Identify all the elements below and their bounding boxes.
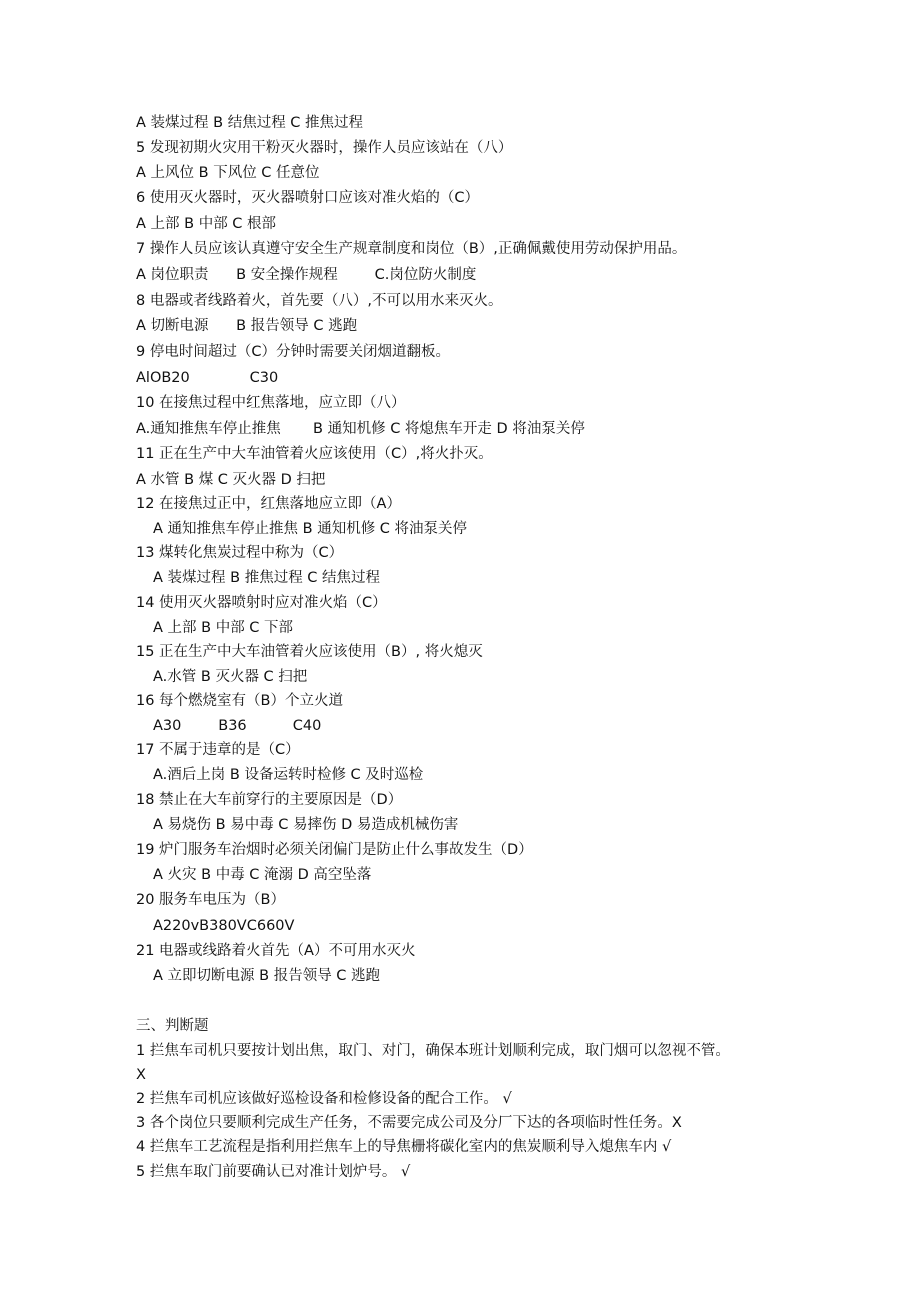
judgment-item: 2 拦焦车司机应该做好巡检设备和检修设备的配合工作。 √ xyxy=(136,1091,512,1107)
question-line: 13 煤转化焦炭过程中称为（C） xyxy=(136,545,344,561)
option-line: A.通知推焦车停止推焦 B 通知机修 C 将熄焦车开走 D 将油泵关停 xyxy=(136,421,585,437)
question-line: 17 不属于违章的是（C） xyxy=(136,742,300,758)
option-line: AlOB20 C30 xyxy=(136,370,279,386)
judgment-item: 3 各个岗位只要顺利完成生产任务，不需要完成公司及分厂下达的各项临时性任务。X xyxy=(136,1115,682,1131)
option-line: A220vB380VC660V xyxy=(153,918,295,934)
option-line: A 切断电源 B 报告领导 C 逃跑 xyxy=(136,318,358,334)
judgment-item: 1 拦焦车司机只要按计划出焦，取门、对门，确保本班计划顺利完成，取门烟可以忽视不管。 xyxy=(136,1043,730,1059)
section-heading: 三、判断题 xyxy=(136,1018,209,1034)
question-line: 6 使用灭火器时，灭火器喷射口应该对准火焰的（C） xyxy=(136,190,479,206)
option-line: A 上部 B 中部 C 根部 xyxy=(136,216,277,232)
question-line: 10 在接焦过程中红焦落地，应立即（八） xyxy=(136,395,406,411)
option-line: A 上风位 B 下风位 C 任意位 xyxy=(136,165,320,181)
question-line: 14 使用灭火器喷射时应对准火焰（C） xyxy=(136,595,387,611)
judgment-item: 4 拦焦车工艺流程是指利用拦焦车上的导焦栅将碳化室内的焦炭顺利导入熄焦车内 √ xyxy=(136,1139,672,1155)
question-line: 16 每个燃烧室有（B）个立火道 xyxy=(136,693,344,709)
question-line: 21 电器或线路着火首先（A）不可用水灭火 xyxy=(136,943,416,959)
option-line: A 火灾 B 中毒 C 淹溺 D 高空坠落 xyxy=(153,867,372,883)
judgment-item: 5 拦焦车取门前要确认已对准计划炉号。 √ xyxy=(136,1164,411,1180)
question-line: 9 停电时间超过（C）分钟时需要关闭烟道翻板。 xyxy=(136,344,450,360)
question-line: 8 电器或者线路着火，首先要（八）,不可以用水来灭火。 xyxy=(136,293,503,309)
option-line: A 岗位职责 B 安全操作规程 C.岗位防火制度 xyxy=(136,267,477,283)
option-line: A 通知推焦车停止推焦 B 通知机修 C 将油泵关停 xyxy=(153,521,468,537)
option-line: A 装煤过程 B 推焦过程 C 结焦过程 xyxy=(153,570,381,586)
option-line: A 立即切断电源 B 报告领导 C 逃跑 xyxy=(153,968,381,984)
question-line: 15 正在生产中大车油管着火应该使用（B）, 将火熄灭 xyxy=(136,644,483,660)
option-line: A 水管 B 煤 C 灭火器 D 扫把 xyxy=(136,472,326,488)
question-line: 12 在接焦过正中，红焦落地应立即（A） xyxy=(136,496,401,512)
question-line: 19 炉门服务车治烟时必须关闭偏门是防止什么事故发生（D） xyxy=(136,842,533,858)
question-line: 7 操作人员应该认真遵守安全生产规章制度和岗位（B）,正确佩戴使用劳动保护用品。 xyxy=(136,241,687,257)
option-line: A 装煤过程 B 结焦过程 C 推焦过程 xyxy=(136,115,364,131)
option-line: A30 B36 C40 xyxy=(153,718,322,734)
question-line: 11 正在生产中大车油管着火应该使用（C）,将火扑灭。 xyxy=(136,446,493,462)
judgment-answer: X xyxy=(136,1067,146,1083)
question-line: 18 禁止在大车前穿行的主要原因是（D） xyxy=(136,792,403,808)
option-line: A 易烧伤 B 易中毒 C 易摔伤 D 易造成机械伤害 xyxy=(153,817,459,833)
option-line: A.酒后上岗 B 设备运转时检修 C 及时巡检 xyxy=(153,767,424,783)
option-line: A 上部 B 中部 C 下部 xyxy=(153,620,294,636)
option-line: A.水管 B 灭火器 C 扫把 xyxy=(153,669,308,685)
question-line: 20 服务车电压为（B） xyxy=(136,892,286,908)
question-line: 5 发现初期火灾用干粉灭火器时，操作人员应该站在（八） xyxy=(136,140,513,156)
